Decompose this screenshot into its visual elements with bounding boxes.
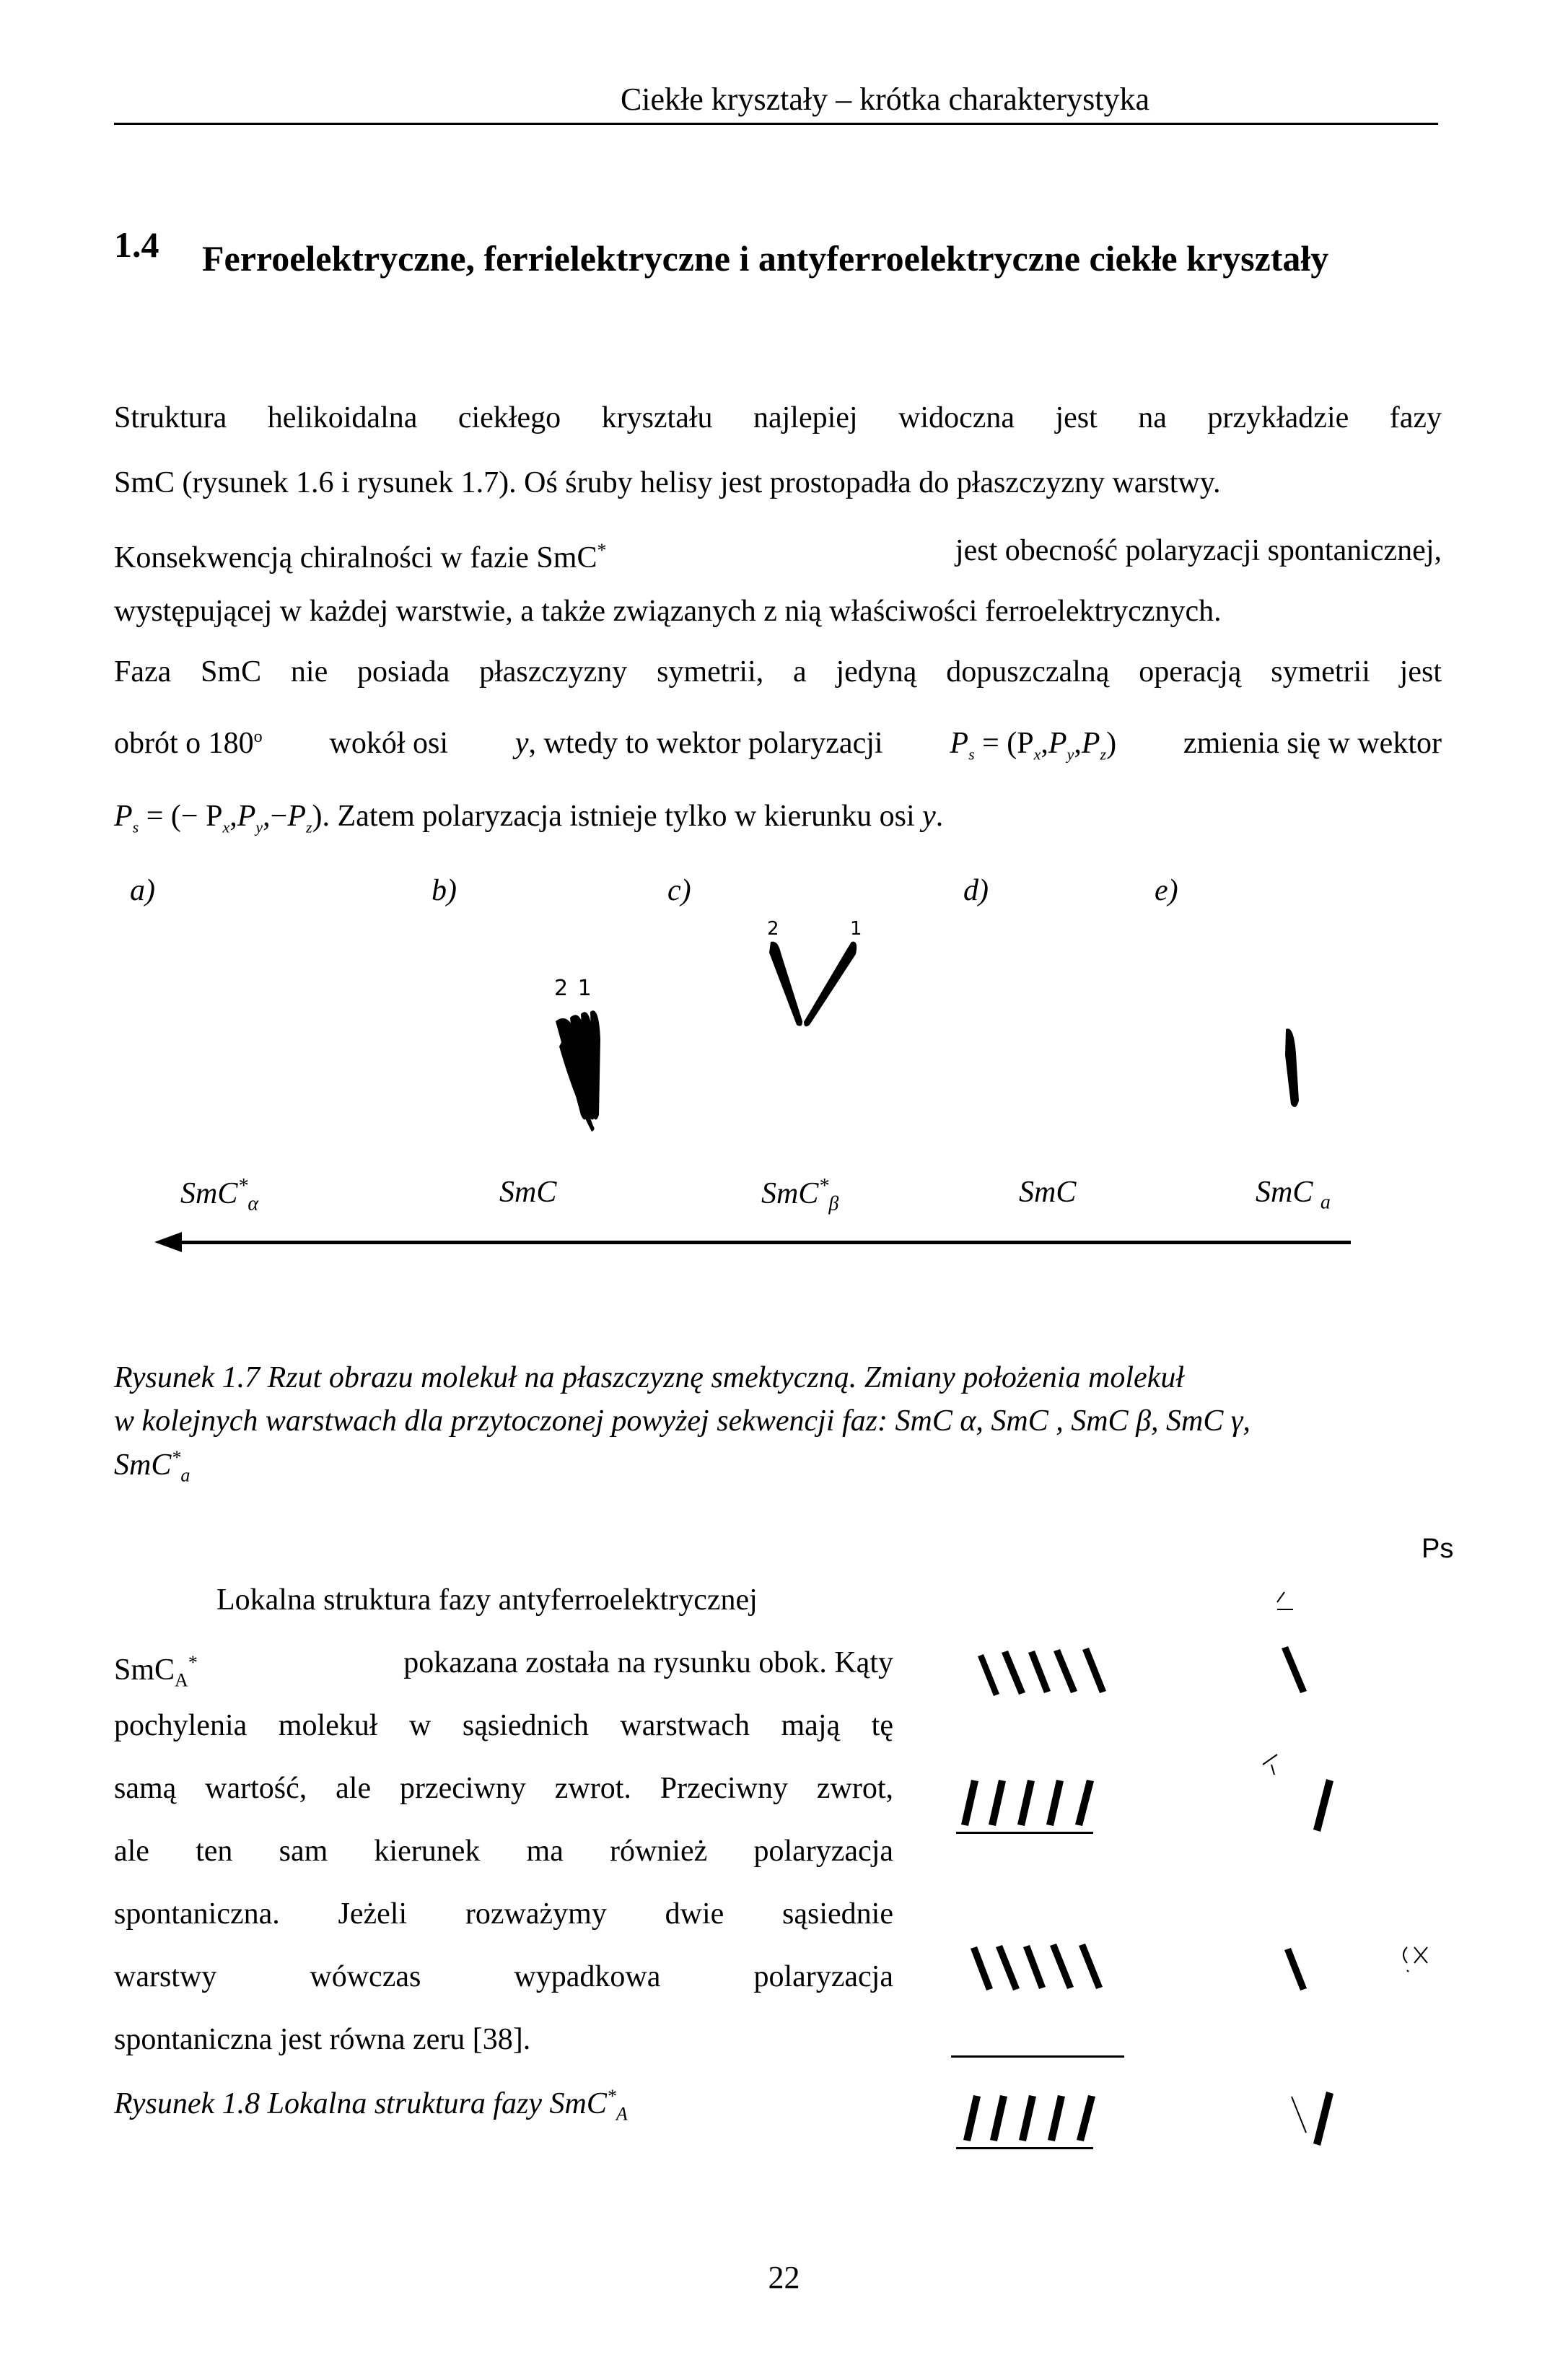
line3-part-a: Konsekwencją chiralności w fazie SmC* xyxy=(114,540,607,574)
paragraph2-line6: spontaniczna. Jeżeli rozważymy dwie sąsiednie xyxy=(114,1897,893,1931)
layer3-molecules xyxy=(971,1944,1307,1990)
paragraph1-line6: obrót o 180$^o$ wokół osi y, wtedy to wektor polaryzacji $P_s = (P_x,P_y,P_z)$ zmienia się w wektor xyxy=(114,722,1442,769)
molecule-number-c-right: 1 xyxy=(850,918,862,940)
molecule-number-c-left: 2 xyxy=(767,918,779,940)
polarization-markers xyxy=(1263,1592,1427,2133)
panel-label-b: b) xyxy=(432,874,457,907)
phase-label-smc-a: SmC $_a$ xyxy=(1256,1176,1331,1214)
paragraph1-line1: Struktura helikoidalna ciekłego kryształu najlepiej widoczna jest na przykładzie fazy xyxy=(114,401,1442,434)
paragraph2-line4: samą wartość, ale przeciwny zwrot. Przeciwny zwrot, xyxy=(114,1772,893,1805)
paragraph1-line7: $P_s$ = (− $P_x,P_y,-P_z$). Zatem polaryzacja istnieje tylko w kierunku osi y. xyxy=(114,800,944,836)
phase-label-smc-beta: SmC*$_\beta$ xyxy=(761,1175,839,1215)
phase-label-smc-alpha: SmC*$_\alpha$ xyxy=(180,1175,259,1215)
polarization-formula-1: $P_s = (P_x,P_y,P_z)$ xyxy=(950,727,1117,764)
panel-label-a: a) xyxy=(130,874,155,907)
molecule-numbers-b: 2 1 xyxy=(554,976,593,1001)
paragraph1-line4: występującej w każdej warstwie, a także związanych z nią właściwości ferroelektrycznych. xyxy=(114,595,1222,628)
figure17-caption-line3: SmC*$_a$ xyxy=(114,1447,190,1486)
layer2-molecules xyxy=(956,1779,1333,1834)
paragraph2-line8: spontaniczna jest równa zeru [38]. xyxy=(114,2023,531,2056)
panel-label-e: e) xyxy=(1155,874,1178,907)
panel-label-d: d) xyxy=(963,874,989,907)
paragraph2-line7: warstwy wówczas wypadkowa polaryzacja xyxy=(114,1960,893,1993)
layer4-molecules xyxy=(951,2055,1333,2149)
phase-label-smc-2: SmC xyxy=(1019,1176,1077,1209)
paragraph1-line2: SmC (rysunek 1.6 i rysunek 1.7). Oś śruby helisy jest prostopadła do płaszczyzny warstwy. xyxy=(114,466,1221,499)
polarization-formula-2: $P_s$ = (− $P_x,P_y,-P_z$) xyxy=(114,800,323,836)
running-header: Ciekłe kryształy – krótka charakterystyka xyxy=(620,82,1150,117)
section-title: Ferroelektryczne, ferrielektryczne i antyferroelektryczne ciekłe kryształy xyxy=(202,238,1329,279)
ps-label: Ps xyxy=(1422,1534,1454,1564)
line3-part-b: jest obecność polaryzacji spontanicznej, xyxy=(955,534,1442,567)
panel-label-c: c) xyxy=(667,874,691,907)
phase-label-smc: SmC xyxy=(499,1176,557,1209)
figure17-caption-line1: Rysunek 1.7 Rzut obrazu molekuł na płaszczyznę smektyczną. Zmiany położenia molekuł xyxy=(114,1361,1184,1394)
paragraph2-line5: ale ten sam kierunek ma również polaryzacja xyxy=(114,1835,893,1868)
layer1-molecules xyxy=(978,1646,1307,1696)
paragraph2-line1: Lokalna struktura fazy antyferroelektrycznej xyxy=(216,1583,758,1617)
paragraph2-line3: pochylenia molekuł w sąsiednich warstwach mają tę xyxy=(114,1709,893,1742)
paragraph1-line5: Faza SmC nie posiada płaszczyzny symetrii, a jedyną dopuszczalną operacją symetrii jest xyxy=(114,655,1442,689)
paragraph2-line2: SmC$_A$* pokazana została na rysunku obok. Kąty xyxy=(114,1646,893,1691)
page-number: 22 xyxy=(768,2260,800,2295)
figure17-caption-line2: w kolejnych warstwach dla przytoczonej powyżej sekwencji faz: SmC α, SmC , SmC β, SmC γ, xyxy=(114,1404,1251,1438)
section-number: 1.4 xyxy=(114,224,159,265)
figure18-caption: Rysunek 1.8 Lokalna struktura fazy SmC*$_A$ xyxy=(114,2086,628,2125)
